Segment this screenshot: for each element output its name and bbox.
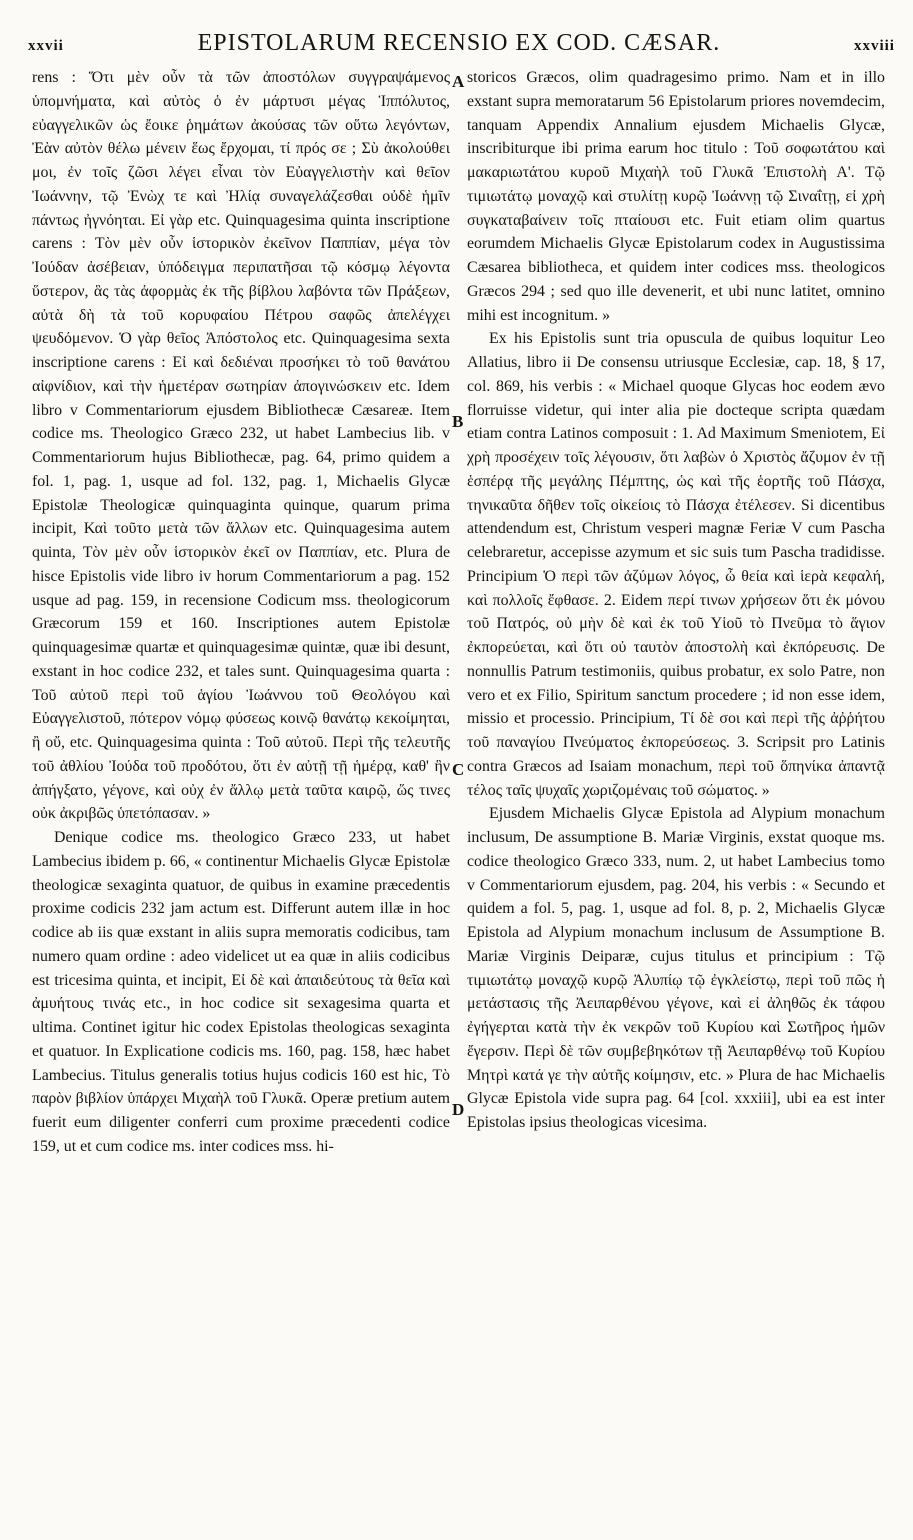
right-paragraph-1: storicos Græcos, olim quadragesimo primo. Nam et in illo exstant supra memoratarum 56 Epistolarum priores novemdecim, tanquam Appendix Annalium ejusdem Michaelis Glycæ, inscribiturque ibi prima earum hoc titulo : Τοῦ σοφωτάτου καὶ μακαριωτάτου κυροῦ Μιχαὴλ τοῦ Γλυκᾶ Ἐπιστολὴ Α'. Τῷ τιμιωτάτῳ μοναχῷ καὶ στυλίτῃ κυρῷ Ἰωάννῃ τῷ Σιναΐτῃ, εἰ χρὴ συγκαταβαίνειν τοῖς πταίουσι etc. Fuit etiam olim quartus eorumdem Michaelis Glycæ Epistolarum codex in Augustissima Cæsarea bibliotheca, et quidem inter codices mss. theologicos Græcos 294 ; sed quo ille devenerit, et ubi nunc latitet, omnino mihi est incognitum. » [467, 69, 885, 324]
running-title: EPISTOLARUM RECENSIO EX COD. CÆSAR. [197, 30, 721, 56]
folio-left: xxvii [28, 38, 64, 54]
running-header [28, 30, 895, 64]
right-paragraph-3: Ejusdem Michaelis Glycæ Epistola ad Alypium monachum inclusum, De assumptione B. Mariæ Virginis, exstat quoque ms. codice theologico Græco 333, num. 2, ut habet Lambecius tomo v Commentariorum ejusdem, pag. 204, his verbis : « Secundo et quidem a fol. 5, pag. 1, usque ad fol. 8, p. 2, Michaelis Glycæ Epistola ad Alypium monachum inclusum de Assumptione B. Mariæ Virginis Deiparæ, cujus titulus et principium : Τῷ τιμιωτάτῳ μοναχῷ κυρῷ Ἀλυπίῳ τῷ ἐγκλείστῳ, περὶ τοῦ πῶς ἡ μετάστασις τῆς Ἀειπαρθένου γέγονε, καὶ εἰ ἀληθῶς ἐκ τάφου ἐγήγερται κατὰ τὴν ἐκ νεκρῶν τοῦ Κυρίου καὶ Σωτῆρος ἡμῶν ἔγερσιν. Περὶ δὲ τῶν συμβεβηκότων τῇ Ἀειπαρθένῳ τοῦ Κυρίου Μητρὶ κατά γε τὴν αὐτῆς κοίμησιν, etc. » Plura de hac Michaelis Glycæ Epistola vide supra pag. 64 [col. xxxiii], ubi ea est inter Epistolas ipsius theologicas vicesima. [467, 805, 885, 1131]
margin-marker-c: C [452, 760, 465, 779]
margin-marker-b: B [452, 412, 464, 431]
left-paragraph-1: rens : Ὅτι μὲν οὖν τὰ τῶν ἀποστόλων συγγραψάμενος ὑπομνήματα, καὶ αὐτὸς ὁ ἐν μάρτυσι μέγας Ἱππόλυτος, εὐαγγελικῶν ὡς ἔοικε ῥημάτων ἀκούσας τῶν οὕτω λεγόντων, Ἐὰν αὐτὸν θέλω μένειν ἕως ἔρχομαι, τί πρός σε ; Σὺ ἀκολούθει μοι, ἐν τοῖς ζῶσι λέγει εἶναι τὸν Εὐαγγελιστὴν καὶ θεῖον Ἰωάννην, τῷ Ἐνὼχ τε καὶ Ἠλίᾳ συναγελάζεσθαι οὐδὲ ἡμῖν πάντως ἠγνόηται. Εἰ γὰρ etc. Quinquagesima quinta inscriptione carens : Τὸν μὲν οὖν ἱστορικὸν ἐκεῖνον Παππίαν, μέγα τὸν Ἰούδαν ἀσέβειαν, ὑπόδειγμα περιπατῆσαι τῷ κόσμῳ λέγοντα ὕστερον, ἃς τὰς ἀφορμὰς ἐκ τῆς βίβλου λαβόντα τῶν Πράξεων, αὐτὰ δὴ τὰ τοῦ κορυφαίου Πέτρου σαφῶς ἀπελέγχει ψευδόμενον. Ὁ γὰρ θεῖος Ἀπόστολος etc. Quinquagesima sexta inscriptione carens : Εἰ καὶ δεδιέναι προσήκει τὸ τοῦ θανάτου αἰφνίδιον, καὶ τὴν ἡμετέραν σωτηρίαν ἀπογινώσκειν etc. Idem libro v Commentariorum ejusdem Bibliothecæ Cæsareæ. Item codice ms. Theologico Græco 232, ut habet Lambecius lib. v Commentariorum hujus Bibliothecæ, pag. 64, primo quidem a fol. 1, pag. 1, usque ad fol. 132, pag. 1, Michaelis Glycæ Epistolæ Theologicæ quinquaginta quinque, quarum prima incipit, Καὶ τοῦτο μετὰ τῶν ἄλλων etc. Quinquagesima autem quinta, Τὸν μὲν οὖν ἱστορικὸν ἐκεῖ ον Παππίαν, etc. Plura de hisce Epistolis vide libro iv horum Commentariorum a pag. 152 usque ad pag. 159, in recensione Codicum mss. theologicorum Græcorum 159 et 160. Inscriptiones autem Epistolæ quinquagesimæ quartæ et quinquagesimæ quintæ, quæ ibi desunt, exstant in hoc codice 232, et tales sunt. Quinquagesima quarta : Τοῦ αὐτοῦ περὶ τοῦ ἁγίου Ἰωάννου τοῦ Θεολόγου καὶ Εὐαγγελιστοῦ, πότερον νόμῳ φύσεως κοινῷ θανάτῳ κεκοίμηται, ἢ οὔ, etc. Quinquagesima quinta : Τοῦ αὐτοῦ. Περὶ τῆς τελευτῆς τοῦ ἀθλίου Ἰούδα τοῦ προδότου, ὅτι ἐν αὐτῇ τῇ ἡμέρᾳ, καθ' ἣν ἀπήγξατο, γέγονε, καὶ οὐχ ἐν ἄλλῳ μετὰ ταῦτα καιρῷ, ὥς τινες οὐκ ἀκριβῶς ὑπετόπασαν. » [32, 69, 450, 823]
margin-marker-a: A [452, 72, 465, 91]
left-column [32, 66, 450, 1159]
margin-marker-d: D [452, 1100, 465, 1119]
right-column [467, 66, 885, 1135]
left-paragraph-2: Denique codice ms. theologico Græco 233, ut habet Lambecius ibidem p. 66, « continentur Michaelis Glycæ Epistolæ theologicæ sexaginta quatuor, de quibus in examine præcedentis proxime codicis 232 jam actum est. Differunt autem illæ in hoc codice ab iis quæ exstant in aliis supra memoratis codicibus, tam numero quam ordine : adeo videlicet ut ea quæ in aliis codicibus est tricesima quinta, et incipit, Εἰ δὲ καὶ ἀπαιδεύτους τὰ θεῖα καὶ ἀμυήτους τινάς etc., in hoc codice sit sexagesima quarta et ultima. Continet igitur hic codex Epistolas theologicas sexaginta et quatuor. In Explicatione codicis ms. 160, pag. 158, hæc habet Lambecius. Titulus generalis totius hujus codicis 160 est hic, Τὸ παρὸν βιβλίον ὑπάρχει Μιχαὴλ τοῦ Γλυκᾶ. Operæ pretium autem fuerit eum diligenter conferri cum proxime præcedenti codice 159, ut et cum codice ms. inter codices mss. hi- [32, 829, 450, 1155]
folio-right: xxviii [853, 38, 895, 54]
right-paragraph-2: Ex his Epistolis sunt tria opuscula de quibus loquitur Leo Allatius, libro ii De consensu utriusque Ecclesiæ, cap. 18, § 17, col. 869, his verbis : « Michael quoque Glycas hoc eodem ævo florruisse videtur, qui inter alia pie docteque scripta quædam etiam contra Latinos composuit : 1. Ad Maximum Smeniotem, Εἰ χρὴ προσέχειν τοῖς λέγουσιν, ὅτι λαβὼν ὁ Χριστὸς ἄζυμον ἐν τῇ ἑσπέρᾳ τῆς μεγάλης Πέμπτης, ὡς καὶ τῆς ἑορτῆς τοῦ Πάσχα, τηνικαῦτα δῆθεν τοῖς οἰκείοις τὸ Πάσχα ἐτέλεσεν. Si dicentibus attendendum est, Christum vesperi magnæ Feriæ V cum Pascha celebraretur, accepisse azymum et sic suis tum Pascha tradidisse. Principium Ὁ περὶ τῶν ἀζύμων λόγος, ὦ θεία καὶ ἱερὰ κεφαλή, καὶ πολλοῖς ἔφθασε. 2. Eidem περί τινων χρήσεων ὅτι ἐκ μόνου τοῦ Πατρός, οὐ μὴν δὲ καὶ ἐκ τοῦ Υἱοῦ τὸ Πνεῦμα τὸ ἅγιον ἐκπορεύεται, καὶ ὅτι οὐ ταυτὸν ἀποστολὴ καὶ ἐκπόρευσις. De nonnullis Patrum testimoniis, quibus probatur, ex solo Patre, non vero et ex Filio, Spiritum sanctum procedere ; id non esse idem, missio et processio. Principium, Τί δὲ σοι καὶ περὶ τῆς ἀῤῥήτου τοῦ παναγίου Πνεύματος ἐκπορεύσεως. 3. Scripsit pro Latinis contra Græcos ad Isaiam monachum, περὶ τοῦ ὅπηνίκα ἀπαντᾷ τέλος ταῖς ψυχαῖς χωριζομέναις τοῦ σώματος. » [467, 330, 885, 799]
